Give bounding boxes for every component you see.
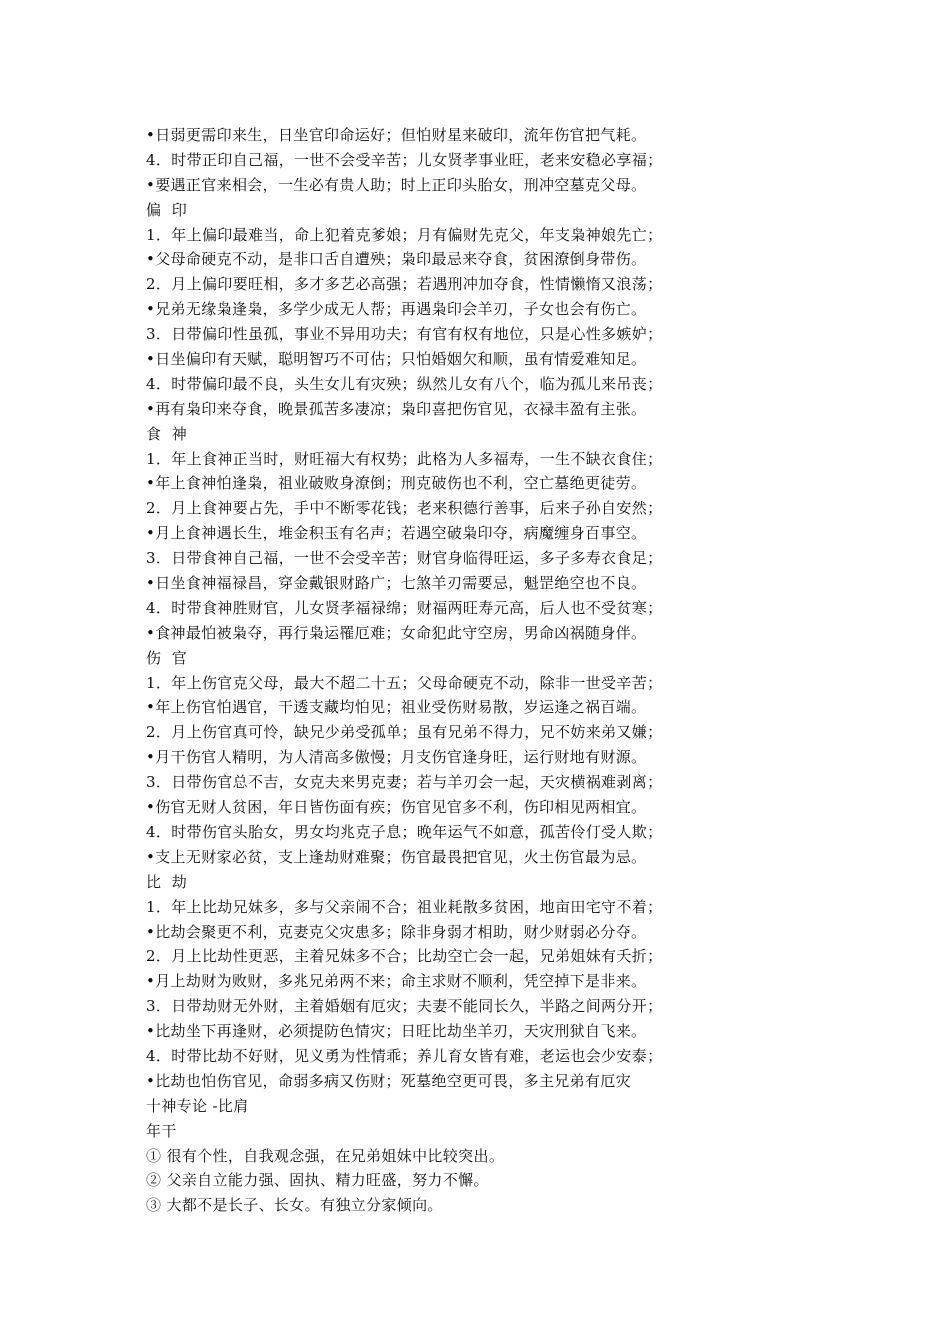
verse-line: 3．日带劫财无外财，主着婚姻有厄灾；夫妻不能同长久，半路之间两分开； [146,997,663,1016]
section-heading: 偏 印 [146,200,190,219]
verse-line: 2．月上比劫性更恶，主着兄妹多不合；比劫空亡会一起，兄弟姐妹有夭折； [146,947,663,966]
list-item: ② 父亲自立能力强、固执、精力旺盛，努力不懈。 [146,1171,489,1190]
document-body [146,123,846,1218]
section-subtitle: 年干 [146,1121,177,1140]
verse-line: •月干伤官人精明，为人清高多傲慢；月支伤官逢身旺，运行财地有财源。 [146,748,647,767]
verse-line: •年上食神怕逢枭，祖业破败身潦倒；刑克破伤也不利，空亡墓绝更徒劳。 [146,474,647,493]
verse-line: 2．月上偏印要旺相，多才多艺必高强；若遇刑冲加夺食，性情懒惰又浪荡； [146,275,663,294]
verse-line: •再有枭印来夺食，晚景孤苦多凄凉；枭印喜把伤官见，衣禄丰盈有主张。 [146,399,647,418]
bijian-items [146,1144,846,1219]
verse-line: 3．日带伤官总不吉，女克夫来男克妻；若与羊刃会一起，天灾横祸难剥离； [146,773,663,792]
verse-line: 3．日带食神自己福，一世不会受辛苦；财官身临得旺运，多子多寿衣食足； [146,549,663,568]
verse-line: 1．年上比劫兄妹多，多与父亲闹不合；祖业耗散多贫困，地亩田宅守不着； [146,897,663,916]
verse-line: •兄弟无缘枭逢枭，多学少成无人帮；再遇枭印会羊刃，子女也会有伤亡。 [146,300,647,319]
verse-line: •月上劫财为败财，多兆兄弟两不来；命主求财不顺利，凭空掉下是非来。 [146,972,647,991]
verse-line: 2．月上伤官真可怜，缺兄少弟受孤单；虽有兄弟不得力，兄不妨来弟又嫌； [146,723,663,742]
verse-line: •伤官无财人贫困，年日皆伤面有疾；伤官见官多不利，伤印相见两相宜。 [146,798,647,817]
verse-line: •比劫会聚更不利，克妻克父灾患多；除非身弱才相助，财少财弱必分夺。 [146,922,647,941]
verse-line: •日弱更需印来生，日坐官印命运好；但怕财星来破印，流年伤官把气耗。 [146,126,647,144]
verse-line: 1．年上伤官克父母，最大不超二十五；父母命硬克不动，除非一世受辛苦； [146,673,663,692]
verse-line: •日坐食神福禄昌，穿金戴银财路广；七煞羊刃需要忌，魁罡绝空也不良。 [146,574,647,593]
verse-line: 1．年上偏印最难当，命上犯着克爹娘；月有偏财先克父，年支枭神娘先亡； [146,225,663,244]
bijian-section [146,1094,846,1218]
section-title: 十神专论 -比肩 [146,1096,249,1115]
section-heading: 比 劫 [146,872,190,891]
verse-line: 4．时带食神胜财官，儿女贤孝福禄绵；财福两旺寿元高，后人也不受贫寒； [146,598,663,617]
verse-line: •比劫坐下再逢财，必须提防色情灾；日旺比劫坐羊刃，天灾刑狱自飞来。 [146,1022,647,1041]
verse-line: 3．日带偏印性虽孤，事业不异用功夫；有官有权有地位，只是心性多嫉妒； [146,325,663,344]
verse-line: 4．时带比劫不好财，见义勇为性情乖；养儿育女皆有难，老运也会少安泰； [146,1046,663,1065]
verse-line: 4．时带正印自己福，一世不会受辛苦；儿女贤孝事业旺，老来安稳必享福； [146,150,663,169]
list-item: ③ 大都不是长子、长女。有独立分家倾向。 [146,1196,443,1215]
ten-gods-verse-section [146,123,846,1094]
verse-line: 2．月上食神要占先，手中不断零花钱；老来积德行善事，后来子孙自安然； [146,499,663,518]
verse-line: •比劫也怕伤官见，命弱多病又伤财；死墓绝空更可畏，多主兄弟有厄灾 [146,1071,632,1090]
verse-line: •要遇正官来相会，一生必有贵人助；时上正印头胎女，刑冲空墓克父母。 [146,175,647,194]
section-heading: 食 神 [146,424,190,443]
verse-line: •食神最怕被枭夺，再行枭运罹厄难；女命犯此守空房，男命凶祸随身伴。 [146,623,647,642]
verse-line: 1．年上食神正当时，财旺福大有权势；此格为人多福寿，一生不缺衣食住； [146,449,663,468]
verse-line: 4．时带伤官头胎女，男女均兆克子息；晚年运气不如意，孤苦伶仃受人欺； [146,822,663,841]
verse-line: •月上食神遇长生，堆金积玉有名声；若遇空破枭印夺，病魔缠身百事空。 [146,524,647,543]
verse-line: •日坐偏印有天赋，聪明智巧不可估；只怕婚姻欠和顺，虽有情爱难知足。 [146,350,647,369]
verse-line: •支上无财家必贫，支上逢劫财难聚；伤官最畏把官见，火土伤官最为忌。 [146,847,647,866]
list-item: ① 很有个性，自我观念强，在兄弟姐妹中比较突出。 [146,1146,505,1165]
verse-line: •年上伤官怕遇官，干透支藏均怕见；祖业受伤财易散，岁运逢之祸百端。 [146,698,647,717]
section-heading: 伤 官 [146,648,190,667]
verse-line: 4．时带偏印最不良，头生女儿有灾殃；纵然儿女有八个，临为孤儿来吊丧； [146,374,663,393]
verse-line: •父母命硬克不动，是非口舌自遭殃；枭印最忌来夺食，贫困潦倒身带伤。 [146,250,647,269]
